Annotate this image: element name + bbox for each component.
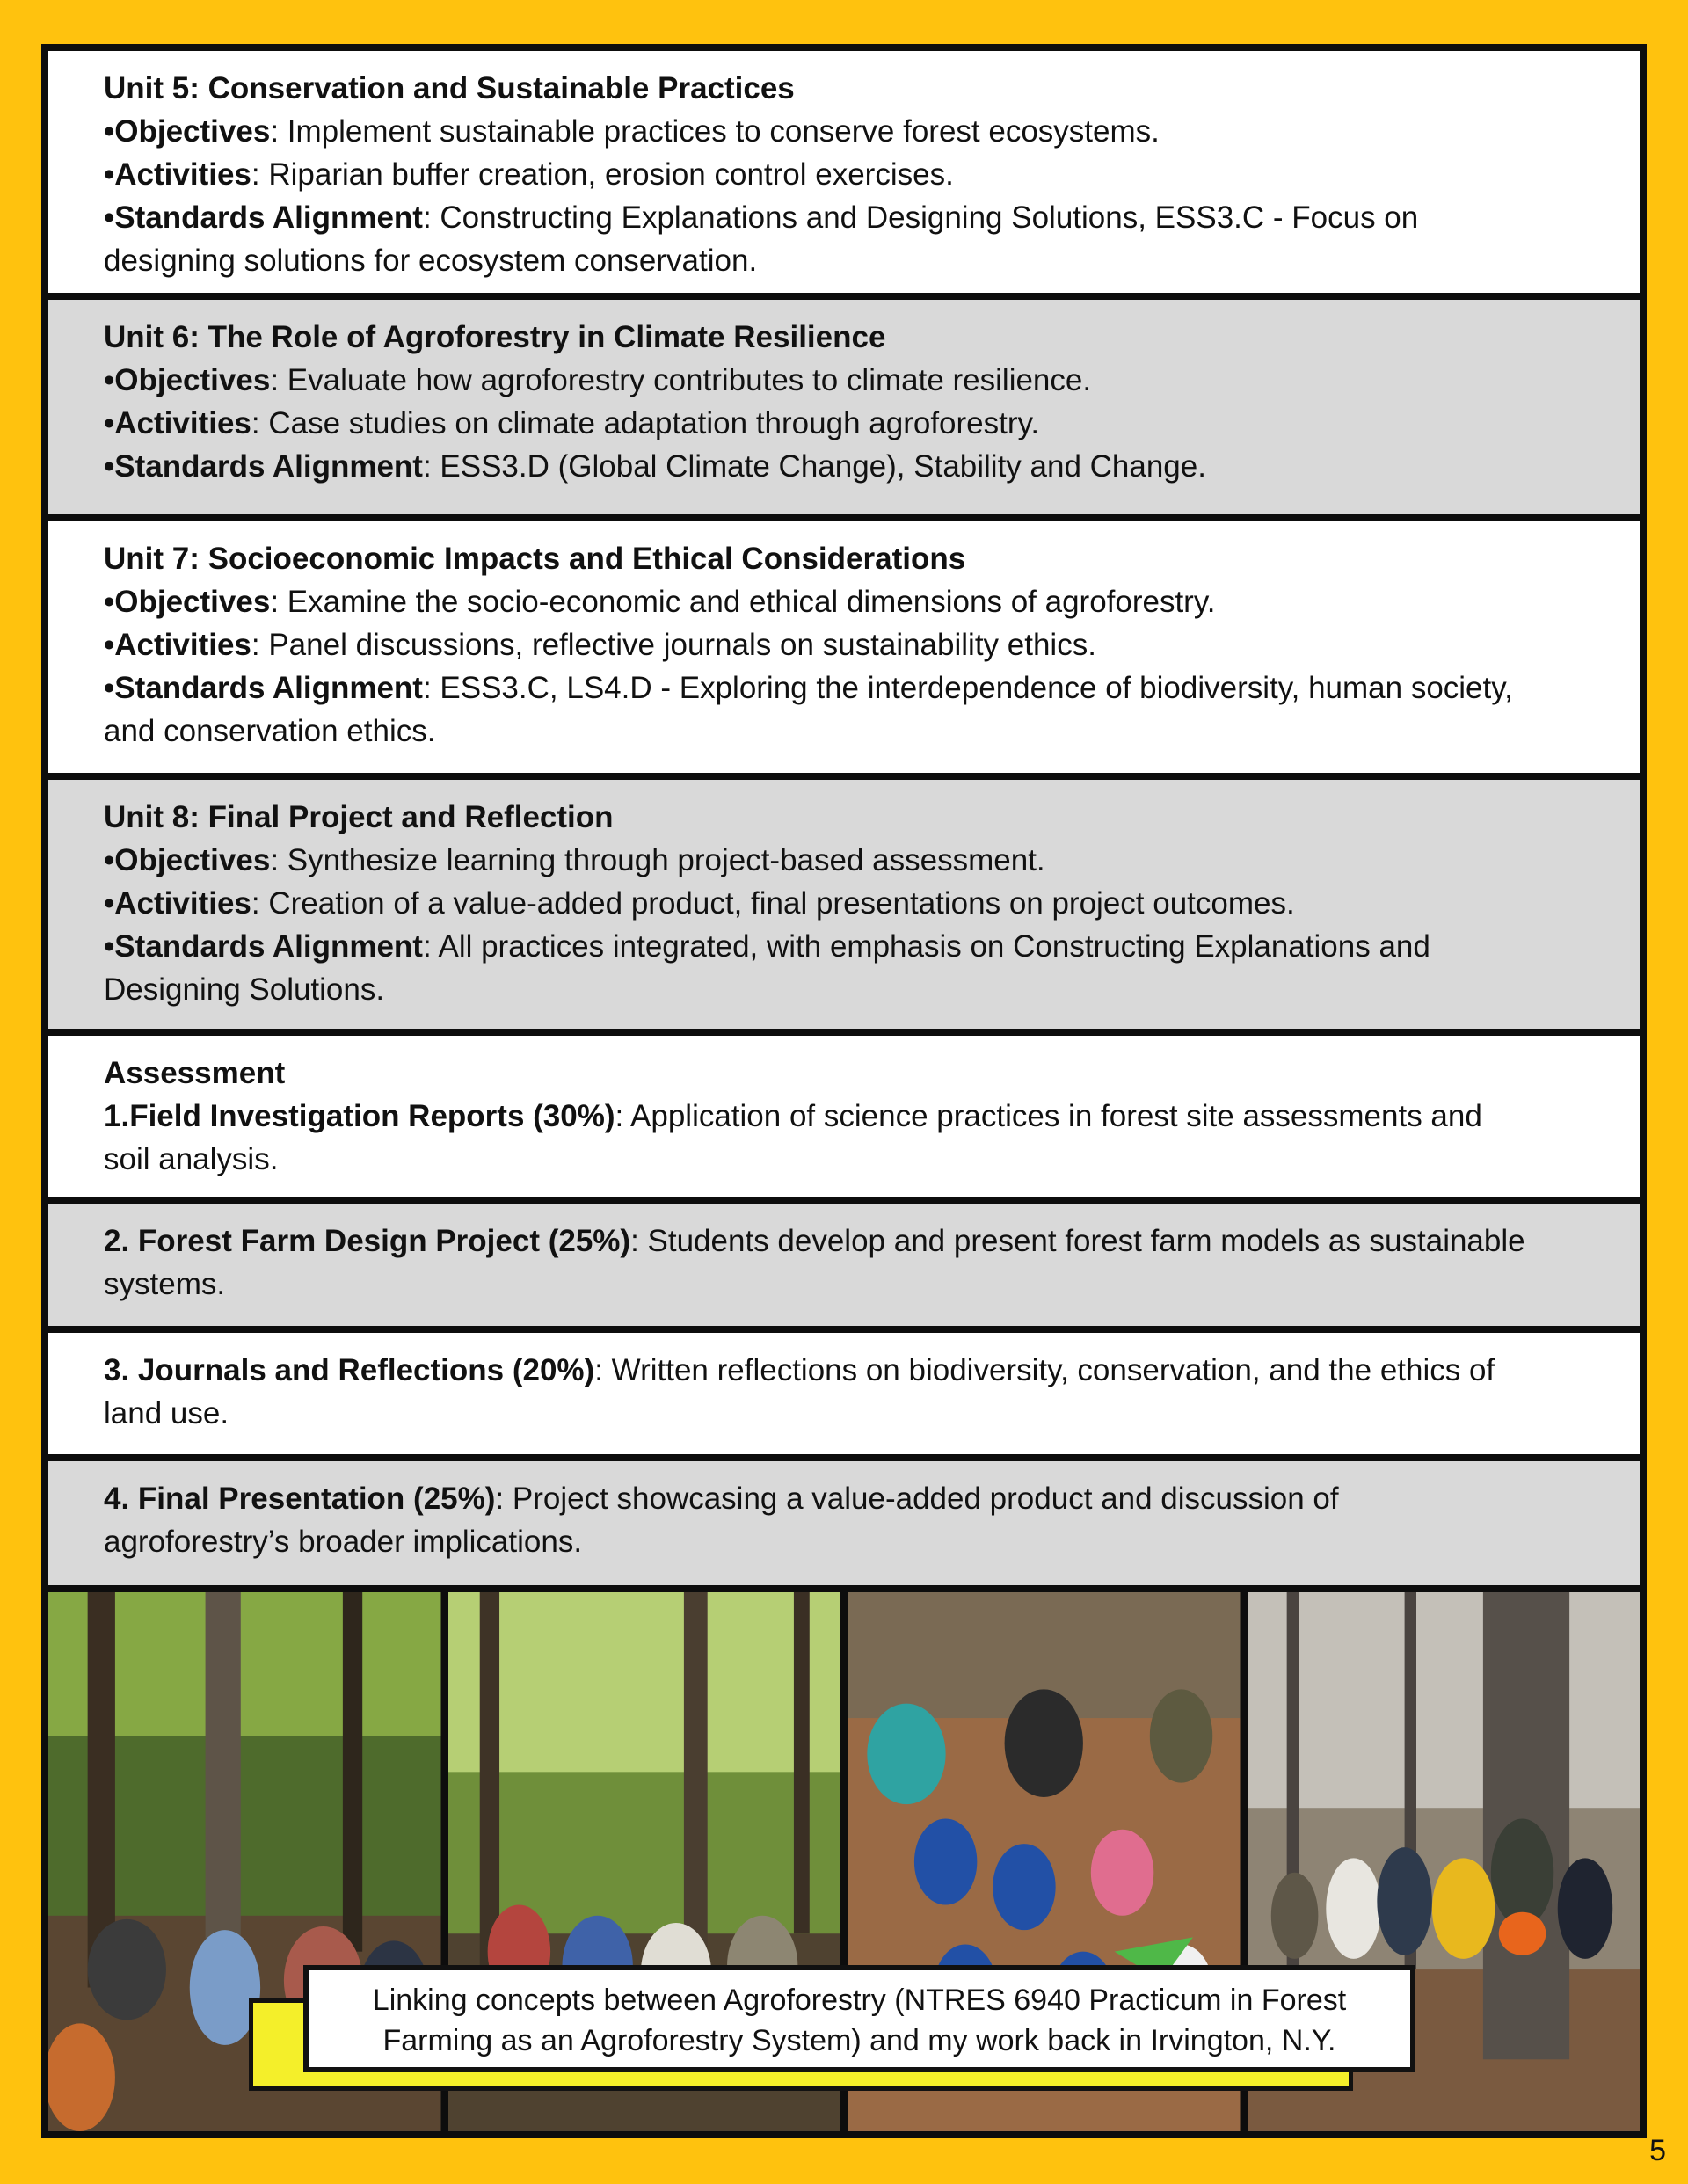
assessment-item-label: 3. Journals and Reflections (20%) [104,1353,595,1387]
caption-line-2: Farming as an Agroforestry System) and my work back in Irvington, N.Y. [382,2024,1336,2057]
objectives-text: : Evaluate how agroforestry contributes to climate resilience. [270,363,1092,397]
standards-label: Standards Alignment [114,449,423,484]
activities-label: Activities [114,406,251,440]
standards-text-cont: Designing Solutions. [104,972,385,1007]
assessment-item-3-panel [48,1333,1640,1454]
assessment-item-text-cont: systems. [104,1267,226,1301]
unit-title: Unit 5: Conservation and Sustainable Practices [104,71,795,106]
assessment-heading: Assessment [104,1056,286,1090]
standards-text-cont: designing solutions for ecosystem conservation. [104,244,758,278]
objectives-text: : Synthesize learning through project-based assessment. [270,843,1045,877]
assessment-item-text-cont: agroforestry’s broader implications. [104,1525,583,1559]
assessment-item-text-cont: land use. [104,1396,229,1431]
unit-6-panel: Unit 6: The Role of Agroforestry in Climate Resilience •Objectives: Evaluate how agroforestry contributes to climate resilience. •Activities: Case studies on climate adaptation through agroforestry. •Standards Alignment: ESS3.D (Global Climate Change), Stability and Change. [48,300,1640,514]
activities-text: : Case studies on climate adaptation through agroforestry. [251,406,1040,440]
standards-text: : ESS3.C, LS4.D - Exploring the interdependence of biodiversity, human society, [422,671,1513,705]
activities-label: Activities [114,886,251,921]
objectives-label: Objectives [114,363,271,397]
unit-title: Unit 8: Final Project and Reflection [104,800,614,834]
standards-text: : ESS3.D (Global Climate Change), Stability and Change. [422,449,1206,484]
assessment-item-2-panel [48,1204,1640,1326]
objectives-text: : Implement sustainable practices to conserve forest ecosystems. [270,114,1160,149]
standards-text: : All practices integrated, with emphasis on Constructing Explanations and [422,929,1430,964]
standards-text: : Constructing Explanations and Designing Solutions, ESS3.C - Focus on [422,200,1419,235]
page-frame [41,44,1647,2138]
objectives-label: Objectives [114,585,271,619]
standards-text-cont: and conservation ethics. [104,714,436,748]
assessment-item-text: : Written reflections on biodiversity, conservation, and the ethics of [594,1353,1495,1387]
assessment-item-text: : Application of science practices in forest site assessments and [615,1099,1482,1133]
objectives-text: : Examine the socio-economic and ethical dimensions of agroforestry. [270,585,1216,619]
objectives-label: Objectives [114,843,271,877]
assessment-item-label: 2. Forest Farm Design Project (25%) [104,1224,631,1258]
photo-caption [303,1965,1415,2072]
activities-text: : Riparian buffer creation, erosion control exercises. [251,157,954,192]
assessment-item-label: 1.Field Investigation Reports (30%) [104,1099,615,1133]
standards-label: Standards Alignment [114,200,423,235]
assessment-item-text: : Project showcasing a value-added product and discussion of [495,1481,1339,1516]
unit-7-panel: Unit 7: Socioeconomic Impacts and Ethical Considerations •Objectives: Examine the socio-economic and ethical dimensions of agroforestry. •Activities: Panel discussions, reflective journals on sustainability ethics. •Standards Alignment: ESS3.C, LS4.D - Exploring the interdependence of biodiversity, human society, and conservation ethics. [48,521,1640,773]
assessment-item-4-panel [48,1461,1640,1585]
activities-text: : Panel discussions, reflective journals on sustainability ethics. [251,628,1096,662]
standards-label: Standards Alignment [114,929,423,964]
unit-title: Unit 7: Socioeconomic Impacts and Ethical Considerations [104,542,966,576]
standards-label: Standards Alignment [114,671,423,705]
activities-text: : Creation of a value-added product, final presentations on project outcomes. [251,886,1295,921]
assessment-item-text-cont: soil analysis. [104,1142,279,1176]
objectives-label: Objectives [114,114,271,149]
assessment-item-text: : Students develop and present forest farm models as sustainable [630,1224,1525,1258]
caption-line-1: Linking concepts between Agroforestry (NTRES 6940 Practicum in Forest [372,1984,1347,2017]
unit-title: Unit 6: The Role of Agroforestry in Climate Resilience [104,320,886,354]
activities-label: Activities [114,628,251,662]
unit-5-panel: Unit 5: Conservation and Sustainable Practices •Objectives: Implement sustainable practices to conserve forest ecosystems. •Activities: Riparian buffer creation, erosion control exercises. •Standards Alignment: Constructing Explanations and Designing Solutions, ESS3.C - Focus on designing solutions for ecosystem conservation. [48,51,1640,293]
assessment-panel [48,1036,1640,1197]
page-number: 5 [1649,2134,1666,2167]
unit-8-panel: Unit 8: Final Project and Reflection •Objectives: Synthesize learning through project-based assessment. •Activities: Creation of a value-added product, final presentations on project outcomes. •Standards Alignment: All practices integrated, with emphasis on Constructing Explanations and Designing Solutions. [48,780,1640,1029]
assessment-item-label: 4. Final Presentation (25%) [104,1481,496,1516]
activities-label: Activities [114,157,251,192]
